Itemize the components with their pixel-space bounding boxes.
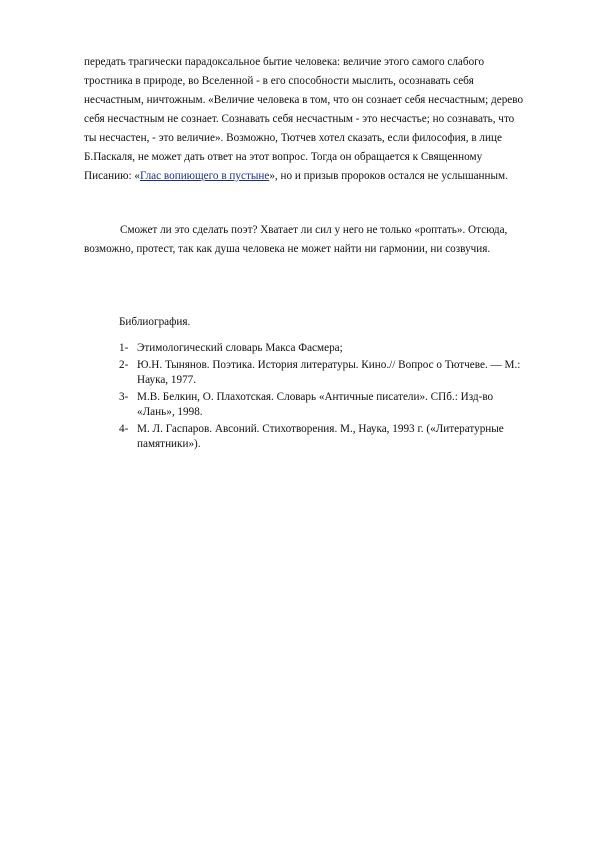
paragraph-1-text-before-link: передать трагически парадоксальное бытие человека: величие этого самого слабого тростника в природе, во Вселенной - в его способности мыслить, осознавать себя несчастным, ничтожным. «Величие человека в том, что он сознает себя несчастным; дерево себя несчастным не сознает. Сознавать себя несчастным - это несчастье; но сознавать, что ты несчастен, - это величие». Возможно, Тютчев хотел сказать, если философия, в лице Б.Паскаля, не может дать ответ на этот вопрос. Тогда он обращается к Священному Писанию: « — [84, 56, 524, 182]
bibliography-item-number: 1- — [119, 342, 129, 354]
bibliography-item-text: Этимологический словарь Макса Фасмера; — [137, 342, 343, 354]
bibliography-item-text: М.В. Белкин, О. Плахотская. Словарь «Античные писатели». СПб.: Изд-во «Лань», 1998. — [137, 390, 494, 418]
bibliography-item — [119, 341, 529, 357]
bibliography-title: Библиография. — [119, 316, 191, 328]
bibliography-item — [119, 358, 529, 389]
bibliography-item-number: 2- — [119, 358, 129, 371]
body-paragraph-2: Сможет ли это сделать поэт? Хватает ли сил у него не только «роптать». Отсюда, возможно, протест, так как душа человека не может найти ни гармонии, ни созвучия. — [84, 224, 508, 255]
scripture-link[interactable]: Глас вопиющего в пустыне — [139, 170, 270, 182]
bibliography-item-text: М. Л. Гаспаров. Авсоний. Стихотворения. М., Наука, 1993 г. («Литературные памятники»). — [137, 422, 504, 450]
bibliography-item — [119, 390, 529, 421]
bibliography-list — [119, 341, 529, 454]
paragraph-1-text-after-link: », но и призыв пророков остался не услышанным. — [269, 170, 508, 182]
body-paragraph-1 — [84, 53, 524, 186]
bibliography-item-text: Ю.Н. Тынянов. Поэтика. История литературы. Кино.// Вопрос о Тютчеве. — М.: Наука, 1977. — [137, 358, 521, 386]
bibliography-item-number: 3- — [119, 390, 129, 403]
bibliography-item-number: 4- — [119, 422, 129, 435]
bibliography-item — [119, 422, 529, 453]
